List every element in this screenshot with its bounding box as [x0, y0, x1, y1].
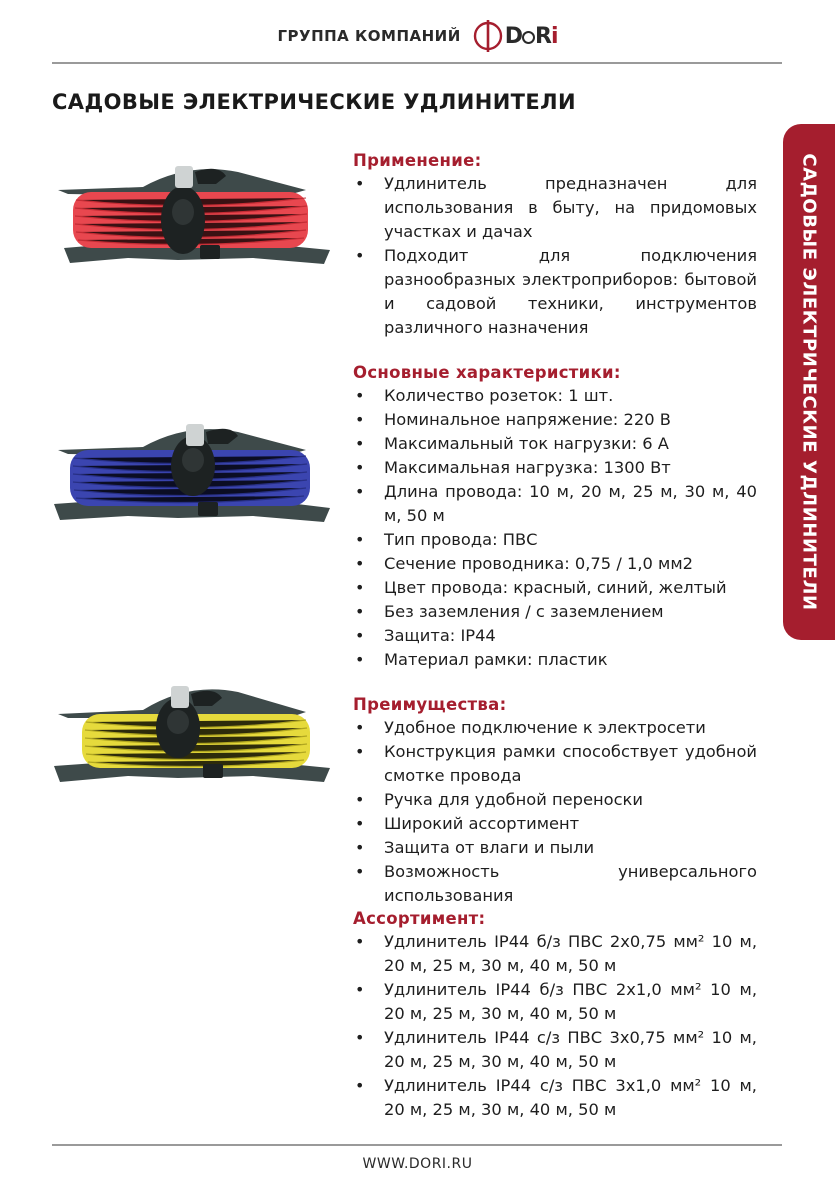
footer-website-link[interactable]: WWW.DORI.RU [362, 1156, 473, 1172]
list-item: • Защита: IP44 [353, 624, 757, 648]
list-item: • Удлинитель IP44 с/з ПВС 3х1,0 мм² 10 м, 20 м, 25 м, 30 м, 40 м, 50 м [353, 1074, 757, 1122]
red-cable-reel-image [48, 150, 338, 280]
dori-logo [471, 19, 558, 53]
list-item: • Конструкция рамки способствует удобной смотке провода [353, 740, 757, 788]
dori-logo-icon [471, 19, 505, 53]
assortment-list [353, 930, 757, 1122]
list-item: • Длина провода: 10 м, 20 м, 25 м, 30 м, 40 м, 50 м [353, 480, 757, 528]
list-item: • Максимальная нагрузка: 1300 Вт [353, 456, 757, 480]
side-tab [783, 124, 835, 640]
yellow-cable-reel-image [48, 676, 338, 806]
application-section [353, 150, 757, 340]
list-item: • Материал рамки: пластик [353, 648, 757, 672]
list-item: • Максимальный ток нагрузки: 6 А [353, 432, 757, 456]
list-item: • Возможность универсального использования [353, 860, 757, 908]
list-item: • Подходит для подключения разнообразных электроприборов: бытовой и садовой техники, инструментов различного назначения [353, 244, 757, 340]
company-group-label: ГРУППА КОМПАНИЙ [277, 27, 461, 45]
list-item: • Ручка для удобной переноски [353, 788, 757, 812]
list-item: • Удлинитель IP44 с/з ПВС 3х0,75 мм² 10 м, 20 м, 25 м, 30 м, 40 м, 50 м [353, 1026, 757, 1074]
list-item: • Номинальное напряжение: 220 В [353, 408, 757, 432]
list-item: • Удобное подключение к электросети [353, 716, 757, 740]
list-item: • Цвет провода: красный, синий, желтый [353, 576, 757, 600]
application-list [353, 172, 757, 340]
page-title: САДОВЫЕ ЭЛЕКТРИЧЕСКИЕ УДЛИНИТЕЛИ [52, 90, 576, 114]
assortment-title: Ассортимент: [353, 909, 486, 928]
list-item: • Широкий ассортимент [353, 812, 757, 836]
advantages-section [353, 694, 757, 908]
list-item: • Сечение проводника: 0,75 / 1,0 мм2 [353, 552, 757, 576]
side-tab-label: САДОВЫЕ ЭЛЕКТРИЧЕСКИЕ УДЛИНИТЕЛИ [798, 153, 820, 611]
list-item: • Защита от влаги и пыли [353, 836, 757, 860]
application-title: Применение: [353, 151, 482, 170]
page-header [0, 14, 835, 58]
list-item: • Удлинитель IP44 б/з ПВС 2х0,75 мм² 10 м, 20 м, 25 м, 30 м, 40 м, 50 м [353, 930, 757, 978]
logo-wordmark: D Ri [504, 23, 558, 49]
list-item: • Тип провода: ПВС [353, 528, 757, 552]
advantages-list [353, 716, 757, 908]
advantages-title: Преимущества: [353, 695, 507, 714]
list-item: • Количество розеток: 1 шт. [353, 384, 757, 408]
characteristics-list [353, 384, 757, 672]
footer-divider [52, 1144, 782, 1146]
list-item: • Удлинитель предназначен для использования в быту, на придомовых участках и дачах [353, 172, 757, 244]
content-column [353, 150, 757, 1122]
header-divider [52, 62, 782, 64]
assortment-section [353, 908, 757, 1122]
list-item: • Удлинитель IP44 б/з ПВС 2х1,0 мм² 10 м, 20 м, 25 м, 30 м, 40 м, 50 м [353, 978, 757, 1026]
characteristics-section [353, 362, 757, 672]
characteristics-title: Основные характеристики: [353, 363, 621, 382]
list-item: • Без заземления / с заземлением [353, 600, 757, 624]
blue-cable-reel-image [48, 410, 338, 540]
